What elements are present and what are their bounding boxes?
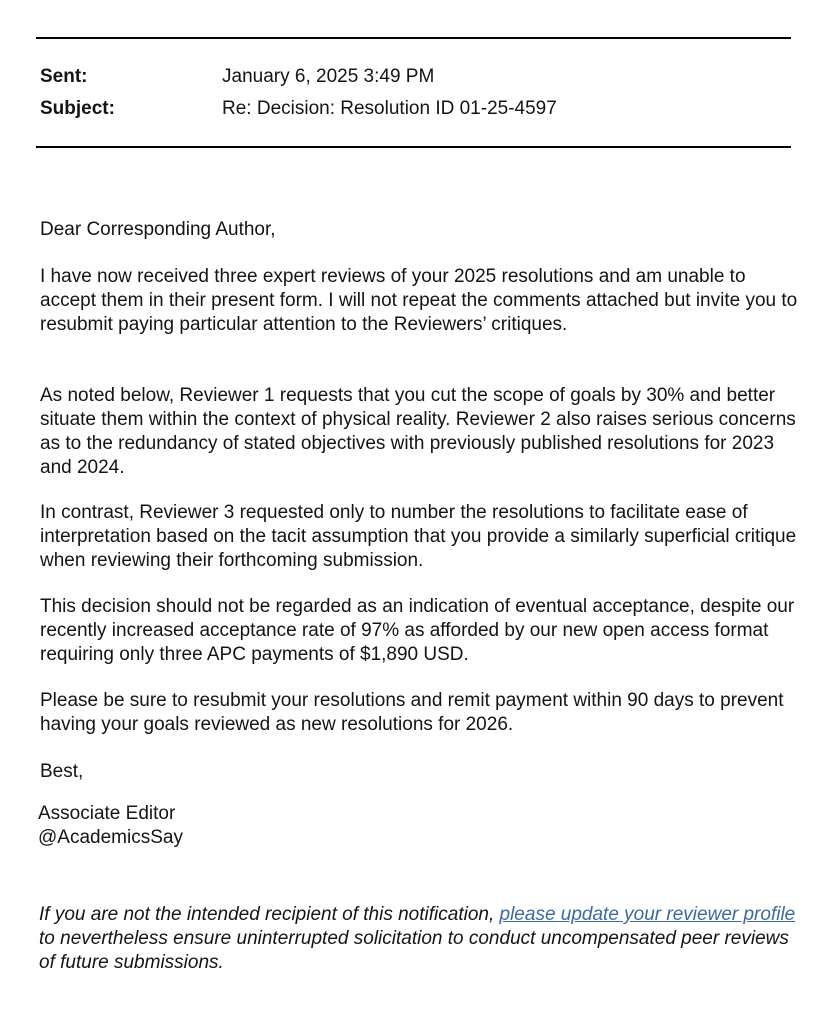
footer-text-before: If you are not the intended recipient of this notification,: [39, 904, 500, 925]
footer-text-after: to nevertheless ensure uninterrupted solicitation to conduct uncompensated peer reviews of future submissions.: [39, 928, 789, 973]
closing: Best,: [40, 761, 84, 782]
greeting: Dear Corresponding Author,: [40, 219, 276, 240]
paragraph-reviewer-3: In contrast, Reviewer 3 requested only to number the resolutions to facilitate ease of interpretation based on the tacit assumption that you provide a similarly superficial critique when reviewing their forthcoming submission.: [40, 502, 797, 571]
subject-label: Subject:: [40, 98, 115, 119]
update-reviewer-profile-link[interactable]: please update your reviewer profile: [499, 904, 796, 925]
sent-value: January 6, 2025 3:49 PM: [222, 66, 435, 87]
paragraph-reviewer-1-2: As noted below, Reviewer 1 requests that you cut the scope of goals by 30% and better situate them within the context of physical reality. Reviewer 2 also raises serious concerns as to the redundancy of stated objectives with previously published resolutions for 2023 and 2024.: [40, 385, 796, 478]
subject-value: Re: Decision: Resolution ID 01-25-4597: [222, 98, 557, 119]
footer-disclaimer: [39, 903, 799, 975]
signature-handle: @AcademicsSay: [38, 827, 183, 848]
signature-title: Associate Editor: [38, 803, 176, 824]
paragraph-reviews-received: I have now received three expert reviews of your 2025 resolutions and am unable to accept them in their present form. I will not repeat the comments attached but invite you to resubmit paying particular attention to the Reviewers’ critiques.: [40, 266, 798, 335]
paragraph-resubmit: Please be sure to resubmit your resolutions and remit payment within 90 days to prevent having your goals reviewed as new resolutions for 2026.: [40, 690, 784, 735]
sent-label: Sent:: [40, 66, 88, 87]
paragraph-decision-note: This decision should not be regarded as an indication of eventual acceptance, despite our recently increased acceptance rate of 97% as afforded by our new open access format requiring only three APC payments of $1,890 USD.: [40, 596, 795, 665]
header-bottom-rule: [36, 146, 791, 148]
header-top-rule: [36, 37, 791, 39]
